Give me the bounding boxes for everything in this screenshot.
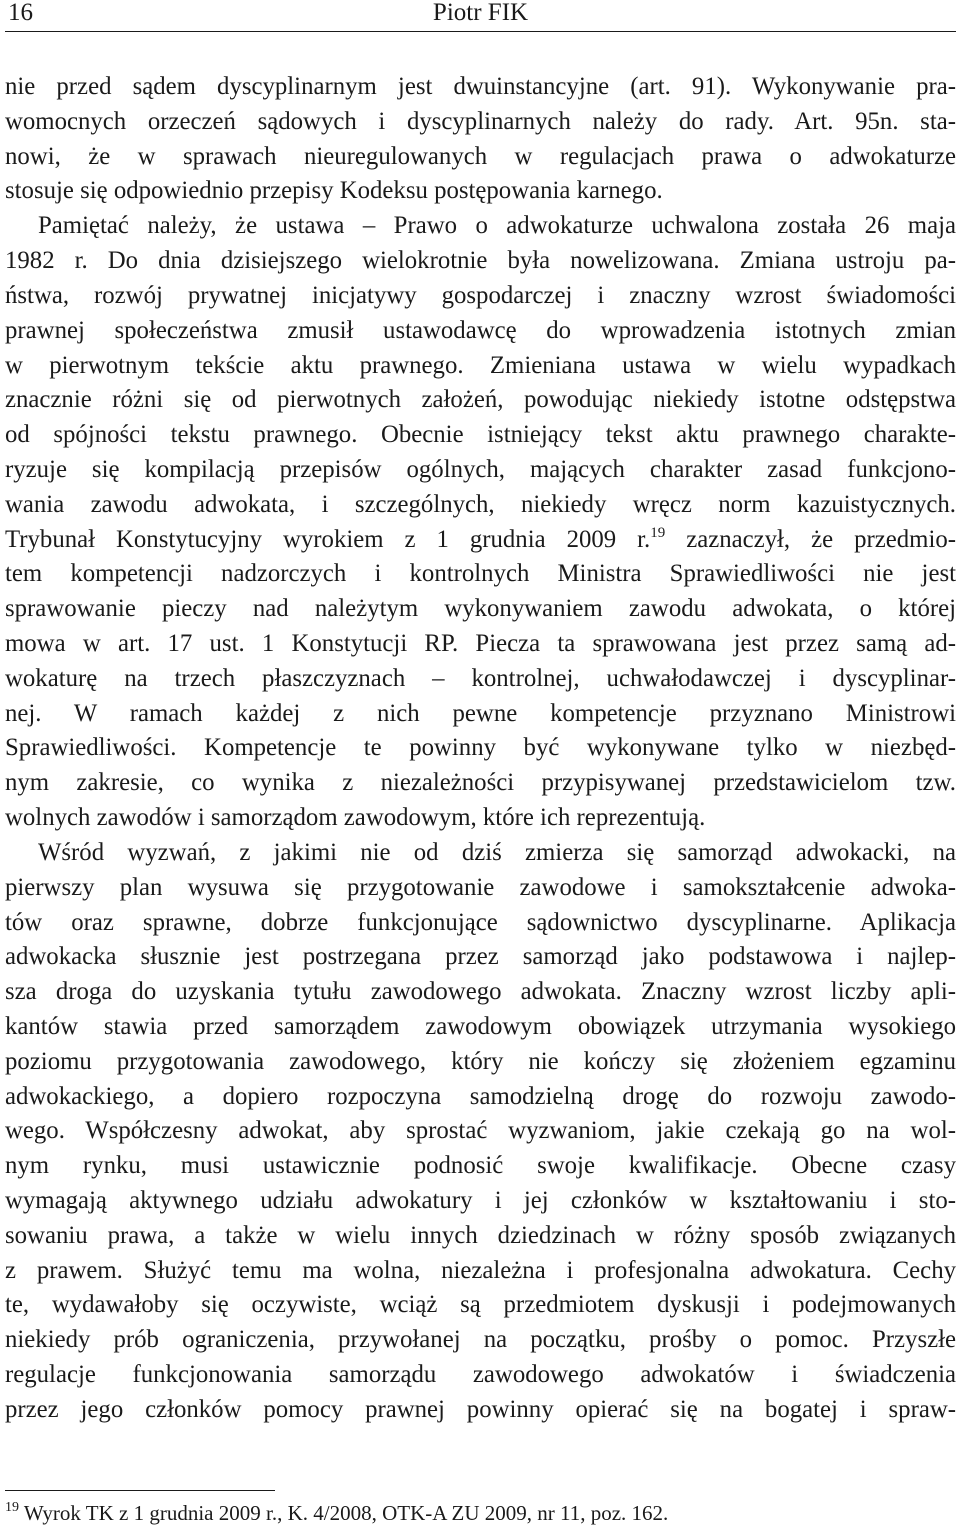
book-page bbox=[5, 0, 956, 1525]
text-line: wego. Współczesny adwokat, aby sprostać wyzwaniom, jakie czekają go na wol- bbox=[5, 1117, 956, 1145]
text-line: nej. W ramach każdej z nich pewne kompetencje przyznano Ministrowi bbox=[5, 699, 956, 727]
text-line: nie przed sądem dyscyplinarnym jest dwuinstancyjne (art. 91). Wykonywanie pra- bbox=[5, 73, 956, 100]
running-head bbox=[5, 0, 956, 32]
body-text bbox=[5, 70, 956, 1428]
text-line: ryzuje się kompilacją przepisów ogólnych, mających charakter zasad funkcjono- bbox=[5, 455, 956, 483]
text-line: poziomu przygotowania zawodowego, który nie kończy się złożeniem egzaminu bbox=[5, 1047, 956, 1075]
footnote-reference[interactable]: 19 bbox=[650, 524, 666, 541]
text-line: 1982 r. Do dnia dzisiejszego wielokrotnie była nowelizowana. Zmiana ustroju pa- bbox=[5, 247, 956, 275]
text-line: tem kompetencji nadzorczych i kontrolnych Ministra Sprawiedliwości nie jest bbox=[5, 560, 956, 588]
text-line: przez jego członków pomocy prawnej powinny opierać się na bogatej i spraw- bbox=[5, 1395, 956, 1423]
text-line: niekiedy prób ograniczenia, przywołanej na początku, prośby o pomoc. Przyszłe bbox=[5, 1326, 956, 1354]
text-line: te, wydawałoby się oczywiste, wciąż są przedmiotem dyskusji i podejmowanych bbox=[5, 1291, 956, 1319]
text-line: sowaniu prawa, a także w wielu innych dziedzinach w różny sposób związanych bbox=[5, 1221, 956, 1249]
text-line: wymagają aktywnego udziału adwokatury i jej członków w kształtowaniu i sto- bbox=[5, 1187, 956, 1214]
text-line: Sprawiedliwości. Kompetencje te powinny być wykonywane tylko w niezbęd- bbox=[5, 734, 956, 762]
text-line: od spójności tekstu prawnego. Obecnie istniejący tekst aktu prawnego charakte- bbox=[5, 421, 956, 449]
running-head-author: Piotr FIK bbox=[432, 0, 529, 26]
footnote-number: 19 bbox=[5, 1500, 19, 1515]
text-line: nym rynku, musi ustawicznie podnosić swoje kwalifikacje. Obecne czasy bbox=[5, 1152, 956, 1180]
text-line: wania zawodu adwokata, i szczególnych, niekiedy wręcz norm kazuistycznych. bbox=[5, 490, 956, 518]
text-line: regulacje funkcjonowania samorządu zawodowego adwokatów i świadczenia bbox=[5, 1361, 956, 1389]
text-line: adwokacka słusznie jest postrzegana przez samorząd jako podstawowa i najlep- bbox=[5, 943, 956, 971]
text-line: wokaturę na trzech płaszczyznach – kontrolnej, uchwałodawczej i dyscyplinar- bbox=[5, 664, 956, 692]
text-line: Wśród wyzwań, z jakimi nie od dziś zmierza się samorząd adwokacki, na bbox=[38, 838, 956, 866]
text-line-segment: zaznaczył, że przedmio- bbox=[665, 525, 956, 553]
text-line: sprawowanie pieczy nad należytym wykonywaniem zawodu adwokata, o której bbox=[5, 595, 956, 623]
text-line: sza droga do uzyskania tytułu zawodowego adwokata. Znaczny wzrost liczby apli- bbox=[5, 978, 956, 1006]
text-line: nym zakresie, co wynika z niezależności przypisywanej przedstawicielom tzw. bbox=[5, 769, 956, 797]
text-line: Pamiętać należy, że ustawa – Prawo o adwokaturze uchwalona została 26 maja bbox=[38, 212, 956, 240]
text-line: z prawem. Służyć temu ma wolna, niezależna i profesjonalna adwokatura. Cechy bbox=[5, 1256, 956, 1284]
footnote bbox=[5, 1500, 668, 1526]
text-line: prawnej społeczeństwa zmusił ustawodawcę do wprowadzenia istotnych zmian bbox=[5, 316, 956, 344]
text-line: w pierwotnym tekście aktu prawnego. Zmieniana ustawa w wielu wypadkach bbox=[5, 351, 956, 379]
text-line-with-footnote-ref bbox=[5, 523, 956, 558]
text-line: pierwszy plan wysuwa się przygotowanie zawodowe i samokształcenie adwoka- bbox=[5, 873, 956, 901]
footnote-text: Wyrok TK z 1 grudnia 2009 r., K. 4/2008, OTK-A ZU 2009, nr 11, poz. 162. bbox=[19, 1501, 669, 1525]
text-line: mowa w art. 17 ust. 1 Konstytucji RP. Piecza ta sprawowana jest przez samą ad- bbox=[5, 630, 956, 657]
text-line: kantów stawia przed samorządem zawodowym obowiązek utrzymania wysokiego bbox=[5, 1012, 956, 1040]
text-line: znacznie różni się od pierwotnych założeń, powodując niekiedy istotne odstępstwa bbox=[5, 386, 956, 414]
text-line-segment: Trybunał Konstytucyjny wyrokiem z 1 grudnia 2009 r. bbox=[5, 525, 651, 553]
text-line: ństwa, rozwój prywatnej inicjatywy gospodarczej i znaczny wzrost świadomości bbox=[5, 281, 956, 309]
text-line: stosuje się odpowiednio przepisy Kodeksu postępowania karnego. bbox=[5, 177, 663, 205]
page-number: 16 bbox=[8, 0, 33, 26]
text-line: nowi, że w sprawach nieuregulowanych w regulacjach prawa o adwokaturze bbox=[5, 142, 956, 170]
text-line: wolnych zawodów i samorządom zawodowym, które ich reprezentują. bbox=[5, 804, 706, 832]
text-line: adwokackiego, a dopiero rozpoczyna samodzielną drogę do rozwoju zawodo- bbox=[5, 1082, 956, 1110]
text-line: womocnych orzeczeń sądowych i dyscyplinarnych należy do rady. Art. 95n. sta- bbox=[5, 107, 956, 135]
text-line: tów oraz sprawne, dobrze funkcjonujące sądownictwo dyscyplinarne. Aplikacja bbox=[5, 908, 956, 936]
footnote-divider bbox=[5, 1490, 275, 1491]
